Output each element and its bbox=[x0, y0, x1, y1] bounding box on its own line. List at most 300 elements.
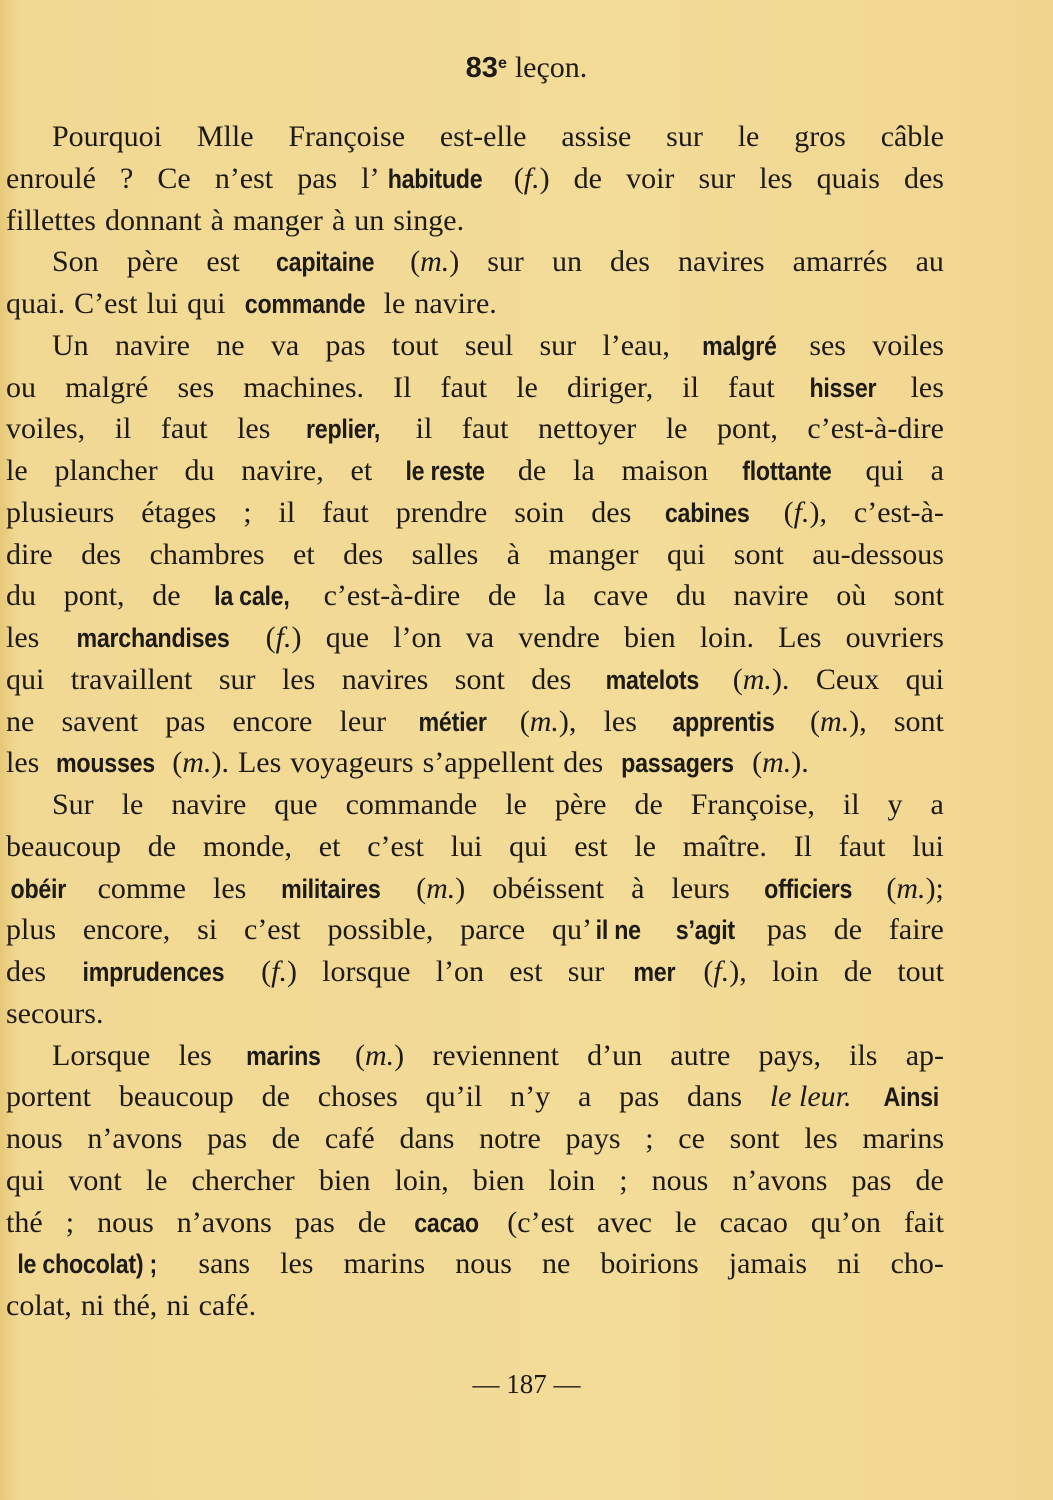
word: à bbox=[331, 203, 346, 237]
word: matelots bbox=[605, 664, 699, 695]
word: navire bbox=[171, 788, 247, 821]
text-line bbox=[6, 367, 944, 409]
word: où bbox=[836, 579, 867, 613]
word: a bbox=[930, 454, 944, 487]
word: vont bbox=[68, 1163, 122, 1197]
word: nous bbox=[455, 1247, 512, 1281]
word: faut bbox=[160, 412, 208, 446]
word: sont bbox=[729, 1122, 780, 1155]
word: si bbox=[197, 913, 218, 947]
word: Ainsi bbox=[883, 1082, 940, 1113]
word: sur bbox=[539, 328, 577, 362]
word: les bbox=[759, 161, 793, 195]
word: fillettes bbox=[6, 203, 96, 237]
text-line bbox=[6, 993, 944, 1035]
word: sont bbox=[454, 662, 505, 696]
word: de bbox=[517, 454, 547, 487]
word: à bbox=[210, 203, 224, 237]
word: Il bbox=[393, 370, 412, 404]
word: lui bbox=[912, 829, 944, 863]
word: est bbox=[574, 829, 608, 863]
word: c’est bbox=[244, 913, 301, 947]
word: qui bbox=[509, 829, 548, 863]
word: donnant bbox=[104, 203, 202, 237]
word: n’avons bbox=[87, 1122, 183, 1155]
word: s’appellent bbox=[422, 746, 555, 780]
word: le bbox=[516, 370, 538, 404]
word: du bbox=[675, 579, 706, 613]
word: un bbox=[354, 203, 385, 237]
word: des bbox=[81, 537, 122, 571]
word: (m.) bbox=[410, 245, 460, 279]
text-line bbox=[6, 116, 944, 158]
word: le bbox=[634, 829, 656, 863]
word: sont bbox=[893, 704, 944, 738]
word: n’y bbox=[510, 1080, 551, 1114]
word: ses bbox=[177, 370, 215, 404]
text-line bbox=[6, 659, 944, 701]
word: quais bbox=[816, 161, 880, 195]
word: travaillent bbox=[70, 662, 193, 696]
word: Françoise bbox=[288, 120, 406, 153]
word: (f.) bbox=[265, 621, 302, 654]
word: pas bbox=[851, 1163, 892, 1197]
word: que bbox=[325, 621, 370, 654]
word: faut bbox=[322, 495, 369, 529]
word: l’on bbox=[393, 621, 442, 654]
word: (f.), bbox=[703, 955, 747, 988]
word: le chocolat) ; bbox=[17, 1249, 157, 1280]
word: qui bbox=[187, 287, 226, 320]
word: loin bbox=[548, 1163, 596, 1197]
word: nous bbox=[97, 1205, 154, 1239]
word: navires bbox=[341, 662, 429, 696]
word: pays bbox=[565, 1122, 621, 1155]
word: choses bbox=[317, 1080, 398, 1114]
word: que bbox=[274, 788, 318, 821]
word: des bbox=[609, 245, 650, 279]
word: ; bbox=[645, 1122, 654, 1155]
word: tout bbox=[391, 328, 439, 362]
word: de bbox=[261, 1080, 290, 1114]
word: Lorsque bbox=[52, 1038, 151, 1072]
word: possible, bbox=[327, 913, 434, 947]
word: pays, bbox=[758, 1038, 821, 1072]
word: voiles, bbox=[6, 412, 86, 446]
word: de bbox=[833, 913, 863, 947]
word: secours. bbox=[6, 996, 104, 1030]
word: encore, bbox=[82, 913, 171, 947]
text-line bbox=[6, 325, 944, 367]
word: il bbox=[278, 495, 296, 529]
word: c’est-à-dire bbox=[807, 412, 944, 446]
word: Son bbox=[52, 245, 99, 279]
word: commande bbox=[244, 289, 365, 319]
word: sur bbox=[218, 662, 256, 696]
word: replier, bbox=[305, 414, 381, 445]
word: passagers bbox=[621, 748, 734, 779]
word: avec bbox=[596, 1205, 652, 1239]
word: le bbox=[674, 1205, 697, 1239]
word: des bbox=[563, 746, 604, 780]
word: ; bbox=[65, 1205, 75, 1239]
word: savent bbox=[61, 704, 139, 738]
word: lorsque bbox=[322, 955, 411, 988]
word: c’est-à-dire bbox=[323, 579, 461, 613]
word: nous bbox=[6, 1122, 63, 1155]
word: commande bbox=[345, 788, 478, 821]
word: bien bbox=[472, 1163, 525, 1197]
word: colat, bbox=[6, 1289, 72, 1322]
word: cave bbox=[593, 579, 649, 613]
word: mousses bbox=[56, 748, 156, 779]
word: des bbox=[6, 955, 46, 988]
word: enroulé bbox=[6, 161, 96, 195]
word: il bbox=[114, 412, 132, 446]
word: militaires bbox=[281, 873, 381, 904]
text-line bbox=[6, 575, 944, 617]
word: Ceux bbox=[815, 662, 880, 696]
word: navire. bbox=[414, 287, 497, 320]
word: de bbox=[271, 1122, 301, 1155]
word: qui bbox=[6, 1163, 45, 1197]
word: (m.), bbox=[519, 704, 577, 738]
word: quai. bbox=[6, 287, 66, 320]
word: (f.) bbox=[261, 955, 297, 988]
text-line bbox=[6, 1035, 944, 1077]
word: pas bbox=[325, 328, 366, 362]
text-line bbox=[6, 1076, 944, 1118]
word: Les bbox=[778, 621, 822, 654]
word: faire bbox=[888, 913, 944, 947]
word: marchandises bbox=[75, 623, 230, 653]
text-line bbox=[6, 408, 944, 450]
word: ne bbox=[6, 704, 35, 738]
word: ni bbox=[80, 1289, 105, 1322]
word: qui bbox=[905, 662, 944, 696]
word: machines. bbox=[243, 370, 364, 404]
word: s’agit bbox=[676, 915, 736, 946]
word: de bbox=[152, 579, 181, 613]
word: n’avons bbox=[732, 1163, 828, 1197]
word: ses bbox=[809, 328, 846, 362]
text-line bbox=[6, 1285, 944, 1327]
word: l’on bbox=[435, 955, 485, 988]
word: les bbox=[280, 1247, 314, 1281]
word: de bbox=[634, 788, 663, 821]
word: marins bbox=[343, 1247, 426, 1281]
body-text bbox=[6, 116, 944, 1327]
word: cabines bbox=[665, 497, 750, 528]
word: officiers bbox=[764, 873, 853, 904]
word: singe. bbox=[393, 203, 465, 237]
word: marins bbox=[862, 1122, 944, 1155]
word: Pourquoi bbox=[52, 120, 163, 153]
text-line bbox=[6, 1202, 944, 1244]
word: le bbox=[121, 788, 144, 821]
text-line bbox=[6, 158, 944, 200]
word: de bbox=[357, 1205, 387, 1239]
word: des bbox=[531, 662, 572, 696]
word: ou bbox=[6, 370, 36, 404]
word: ouvriers bbox=[845, 621, 944, 654]
word: ap- bbox=[905, 1038, 944, 1072]
word: et bbox=[318, 829, 341, 863]
word: marins bbox=[246, 1040, 321, 1071]
word: plancher bbox=[54, 454, 158, 487]
word: ne bbox=[216, 328, 245, 362]
word: au-dessous bbox=[812, 537, 944, 571]
word: pont, bbox=[717, 412, 778, 446]
word: gros bbox=[794, 120, 846, 153]
word: thé, bbox=[113, 1289, 158, 1322]
word: lui bbox=[450, 829, 483, 863]
word: navire bbox=[114, 328, 190, 362]
word: n’est bbox=[214, 161, 274, 195]
word: salles bbox=[411, 537, 479, 571]
word: il bbox=[842, 788, 860, 821]
word: Les bbox=[237, 746, 282, 780]
text-line bbox=[6, 742, 944, 784]
word: qu’il bbox=[425, 1080, 483, 1114]
word: thé bbox=[6, 1205, 43, 1239]
word: faut bbox=[440, 370, 488, 404]
word: chambres bbox=[149, 537, 265, 571]
word: faut bbox=[838, 829, 886, 863]
word: vendre bbox=[518, 621, 600, 654]
word: portent bbox=[6, 1080, 91, 1114]
word: sans bbox=[198, 1247, 251, 1281]
word: maître. bbox=[682, 829, 767, 863]
word: dire bbox=[6, 537, 53, 571]
text-line bbox=[6, 534, 944, 576]
word: la bbox=[573, 454, 595, 487]
word: sont bbox=[893, 579, 944, 613]
word: nous bbox=[651, 1163, 709, 1197]
word: leurs bbox=[671, 871, 730, 905]
word: ne bbox=[541, 1247, 571, 1281]
word: les bbox=[213, 871, 247, 905]
word: encore bbox=[232, 704, 313, 738]
word: l’ habitude bbox=[361, 161, 482, 195]
word: seul bbox=[464, 328, 514, 362]
word: sont bbox=[733, 537, 784, 571]
word: malgré bbox=[65, 370, 149, 404]
text-line bbox=[6, 701, 944, 743]
word: le reste bbox=[405, 456, 485, 486]
word: est bbox=[509, 955, 543, 988]
word: manger bbox=[232, 203, 323, 237]
word: câble bbox=[880, 120, 944, 153]
word: tout bbox=[897, 955, 944, 988]
word: les bbox=[6, 746, 40, 780]
word: de bbox=[843, 955, 873, 988]
word: nettoyer bbox=[538, 412, 637, 446]
word: les bbox=[178, 1038, 212, 1072]
word: (f.), bbox=[783, 495, 827, 529]
text-line bbox=[6, 241, 944, 283]
word: faut bbox=[728, 370, 775, 404]
word: C’est bbox=[74, 287, 138, 320]
word: beaucoup bbox=[118, 1080, 234, 1114]
word: apprentis bbox=[672, 706, 775, 737]
word: la cale, bbox=[214, 581, 290, 612]
word: Françoise, bbox=[690, 788, 815, 821]
word: loin. bbox=[699, 621, 754, 654]
word: père bbox=[554, 788, 607, 821]
word: lui bbox=[146, 287, 179, 320]
word: maison bbox=[621, 454, 709, 487]
word: qui bbox=[6, 662, 45, 696]
word: et bbox=[350, 454, 373, 487]
word: pas bbox=[165, 704, 206, 738]
word: de bbox=[573, 161, 602, 195]
word: le bbox=[665, 412, 688, 446]
word: pas bbox=[207, 1122, 248, 1155]
word: monde, bbox=[202, 829, 292, 863]
word: du bbox=[184, 454, 215, 487]
word: va bbox=[270, 328, 300, 362]
word: ni bbox=[166, 1289, 190, 1322]
word: l’eau, bbox=[602, 328, 670, 362]
word: et bbox=[293, 537, 315, 571]
text-line bbox=[6, 909, 944, 951]
word: flottante bbox=[742, 456, 832, 486]
word: les bbox=[603, 704, 637, 738]
word: obéissent bbox=[492, 871, 605, 905]
word: le bbox=[145, 1163, 168, 1197]
word: manger bbox=[548, 537, 639, 571]
text-line bbox=[6, 868, 944, 910]
word: (m.). bbox=[732, 662, 790, 696]
word: Mlle bbox=[196, 120, 254, 153]
word: de bbox=[487, 579, 517, 613]
word: cacao bbox=[719, 1205, 788, 1239]
word: bien bbox=[623, 621, 676, 654]
word: le leur. bbox=[769, 1080, 852, 1114]
word: prendre bbox=[395, 495, 488, 529]
word: hisser bbox=[809, 372, 877, 403]
word: diriger, bbox=[566, 370, 654, 404]
word: est bbox=[206, 245, 240, 279]
word: (c’est bbox=[507, 1205, 574, 1239]
word: il bbox=[415, 412, 433, 446]
text-line bbox=[6, 951, 944, 993]
word: les bbox=[6, 621, 40, 654]
word: loin bbox=[771, 955, 819, 988]
word: pas bbox=[766, 913, 807, 947]
word: qui bbox=[865, 454, 904, 487]
word: père bbox=[126, 245, 179, 279]
word: à bbox=[631, 871, 645, 905]
word: comme bbox=[97, 871, 186, 905]
page-number: — 187 — bbox=[472, 1369, 581, 1399]
word: cho- bbox=[890, 1247, 944, 1281]
word: les bbox=[910, 370, 944, 404]
word: sur bbox=[666, 120, 703, 153]
word: (m.). bbox=[172, 746, 229, 780]
lesson-heading bbox=[0, 44, 1053, 88]
word: jamais bbox=[728, 1247, 808, 1281]
word: des bbox=[903, 161, 944, 195]
word: ; bbox=[619, 1163, 628, 1197]
word: les bbox=[281, 662, 316, 696]
word: faut bbox=[461, 412, 509, 446]
word: c’est-à- bbox=[853, 495, 944, 529]
word: voiles bbox=[872, 328, 944, 362]
word: y bbox=[887, 788, 903, 821]
word: notre bbox=[479, 1122, 541, 1155]
text-line bbox=[6, 492, 944, 534]
word: Il bbox=[793, 829, 813, 863]
word: ce bbox=[678, 1122, 705, 1155]
word: le bbox=[505, 788, 527, 821]
word: la bbox=[543, 579, 566, 613]
lesson-word: leçon. bbox=[514, 51, 588, 84]
word: chercher bbox=[191, 1163, 295, 1197]
word: mer bbox=[632, 957, 675, 987]
word: capitaine bbox=[275, 247, 375, 278]
word: malgré bbox=[702, 330, 777, 361]
word: pas bbox=[294, 1205, 335, 1239]
word: café. bbox=[198, 1289, 257, 1322]
word: dans bbox=[399, 1122, 455, 1155]
word: bien bbox=[318, 1163, 371, 1197]
word: cacao bbox=[414, 1207, 479, 1238]
word: c’est bbox=[367, 829, 424, 863]
word: (m.) bbox=[416, 871, 466, 905]
text-line bbox=[6, 1243, 944, 1285]
word: reviennent bbox=[432, 1038, 559, 1072]
word: ; bbox=[243, 495, 252, 529]
text-line bbox=[6, 283, 944, 325]
word: le bbox=[737, 120, 760, 153]
word: des bbox=[343, 537, 384, 571]
word: assise bbox=[561, 120, 632, 153]
word: (m.), bbox=[810, 704, 867, 738]
word: plusieurs bbox=[6, 495, 115, 529]
word: pont, bbox=[63, 579, 125, 613]
word: Ce bbox=[157, 161, 191, 195]
word: sur bbox=[698, 161, 736, 195]
word: de bbox=[147, 829, 177, 863]
word: Sur bbox=[52, 788, 94, 821]
text-line bbox=[6, 826, 944, 868]
word: un bbox=[551, 245, 582, 279]
lesson-number: 83e bbox=[465, 52, 507, 84]
text-line bbox=[6, 450, 944, 492]
word: le bbox=[383, 287, 406, 320]
word: (m.) bbox=[354, 1038, 405, 1072]
text-line bbox=[6, 784, 944, 826]
word: d’un bbox=[587, 1038, 643, 1072]
word: sur bbox=[487, 245, 524, 279]
word: dans bbox=[687, 1080, 742, 1114]
word: pas bbox=[297, 161, 338, 195]
word: amarrés bbox=[792, 245, 888, 279]
word: (m.); bbox=[886, 871, 944, 905]
word: le bbox=[6, 454, 28, 487]
word: café bbox=[324, 1122, 375, 1155]
word: plus bbox=[6, 913, 57, 947]
word: du bbox=[6, 579, 36, 613]
text-line bbox=[6, 1160, 944, 1202]
word: va bbox=[465, 621, 495, 654]
word: Un bbox=[52, 328, 89, 362]
word: de bbox=[915, 1163, 944, 1197]
word: (m.). bbox=[752, 746, 809, 780]
text-line bbox=[6, 1118, 944, 1160]
